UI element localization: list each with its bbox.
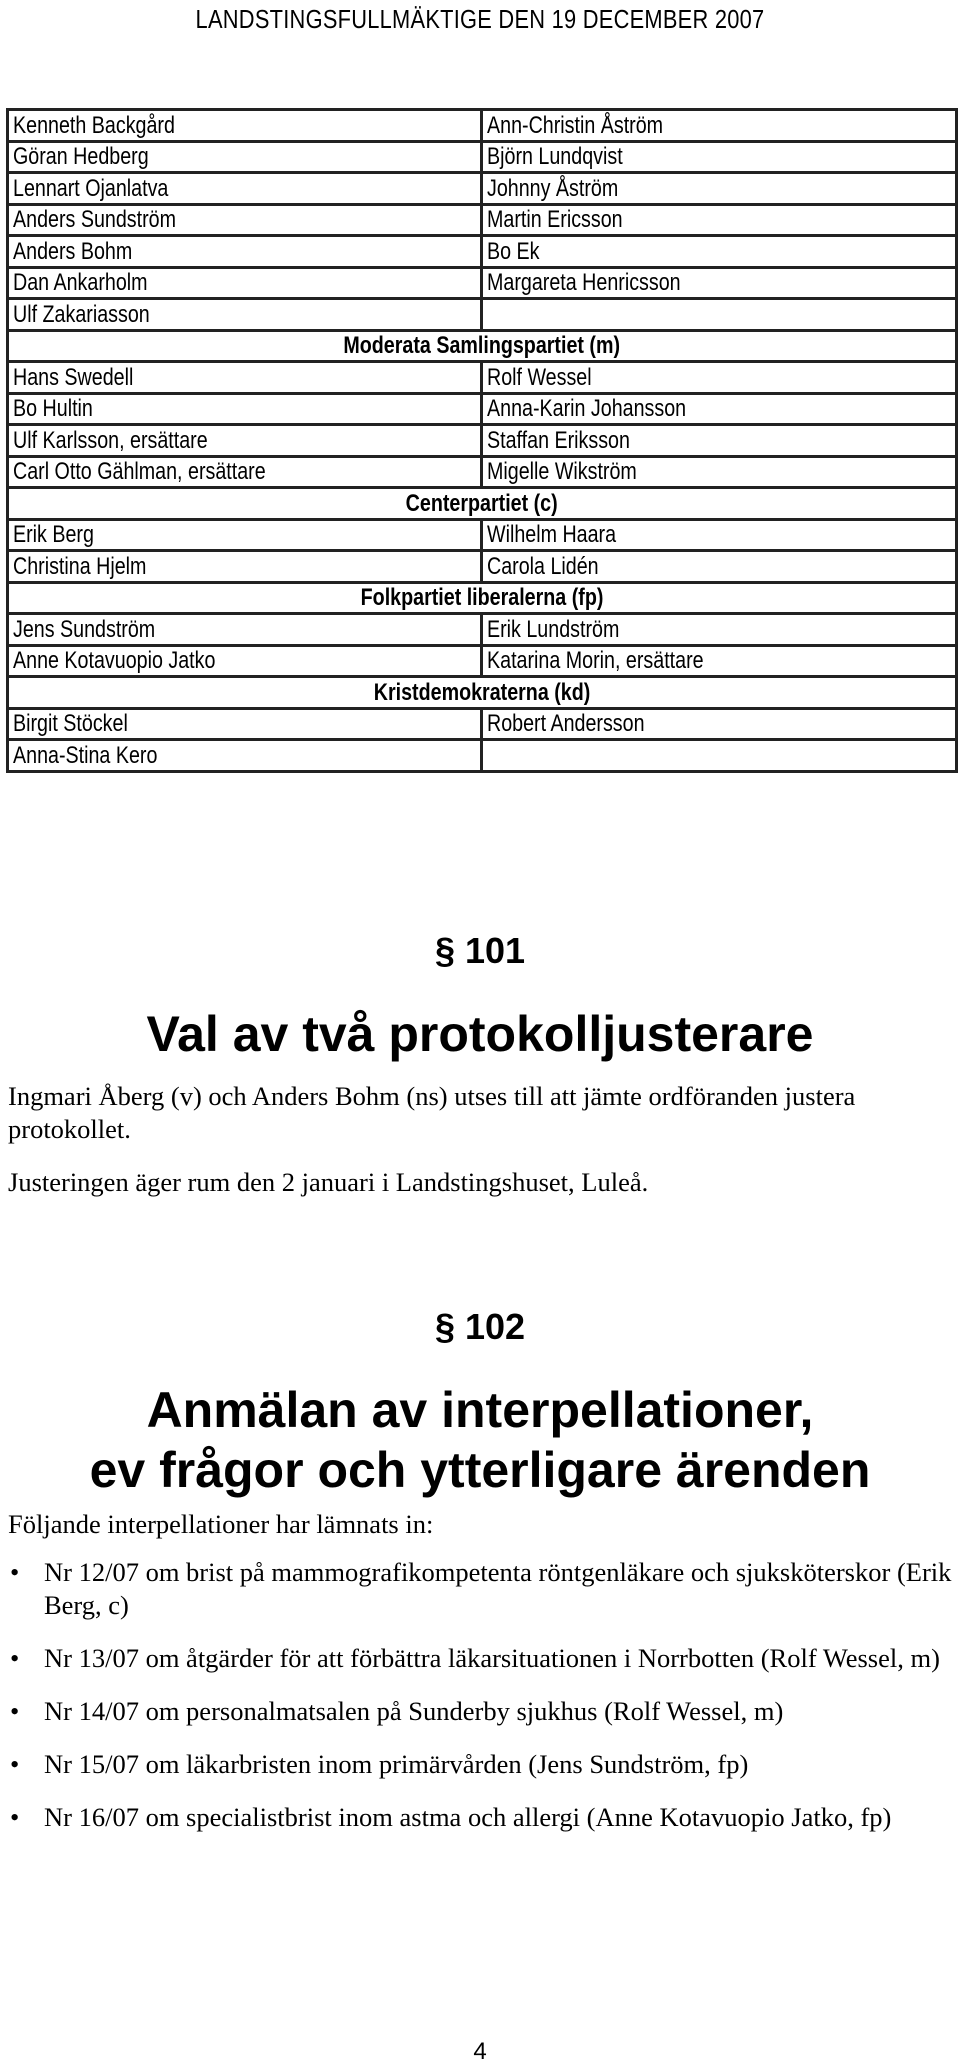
member-cell-left: [8, 614, 482, 646]
party-name: [8, 677, 957, 709]
table-row: [8, 236, 957, 268]
member-name: Björn Lundqvist: [487, 143, 623, 171]
member-name: Migelle Wikström: [487, 458, 637, 486]
section-101-paragraph-2: Justeringen äger rum den 2 januari i Landstingshuset, Luleå.: [8, 1167, 649, 1197]
member-cell-right: [482, 267, 957, 299]
member-name: Anne Kotavuopio Jatko: [13, 647, 216, 675]
member-name: Bo Ek: [487, 237, 540, 265]
table-row: [8, 519, 957, 551]
member-name: Rolf Wessel: [487, 363, 592, 391]
list-item: [8, 1748, 953, 1781]
member-name: Göran Hedberg: [13, 143, 149, 171]
member-name: Erik Lundström: [487, 615, 620, 643]
member-cell-left: [8, 551, 482, 583]
table-row: [8, 393, 957, 425]
member-name: Anders Sundström: [13, 206, 176, 234]
member-cell-right: [482, 519, 957, 551]
member-cell-left: [8, 362, 482, 394]
member-cell-left: [8, 267, 482, 299]
member-cell-right: [482, 740, 957, 772]
page-header: LANDSTINGSFULLMÄKTIGE DEN 19 DECEMBER 2007: [195, 4, 765, 34]
table-row: [8, 425, 957, 457]
table-row: [8, 362, 957, 394]
member-name: Carl Otto Gählman, ersättare: [13, 458, 266, 486]
table-row: [8, 645, 957, 677]
table-row: [8, 204, 957, 236]
member-name: Staffan Eriksson: [487, 426, 630, 454]
party-name: [8, 488, 957, 520]
member-cell-left: [8, 110, 482, 142]
member-cell-right: [482, 299, 957, 331]
party-name-text: Moderata Samlingspartiet (m): [343, 332, 621, 360]
member-name: Anna-Stina Kero: [13, 741, 158, 769]
member-cell-left: [8, 141, 482, 173]
member-cell-left: [8, 425, 482, 457]
table-row: [8, 173, 957, 205]
bullet-icon: •: [10, 1802, 20, 1832]
member-name: Dan Ankarholm: [13, 269, 148, 297]
bullet-icon: •: [10, 1557, 20, 1587]
list-item: [8, 1801, 953, 1834]
party-name-text: Centerpartiet (c): [405, 489, 559, 517]
table-row: [8, 708, 957, 740]
party-header-row: [8, 488, 957, 520]
member-name: Christina Hjelm: [13, 552, 147, 580]
list-item-text: Nr 16/07 om specialistbrist inom astma och allergi (Anne Kotavuopio Jatko, fp): [44, 1802, 892, 1832]
bullet-icon: •: [10, 1643, 20, 1673]
member-cell-right: [482, 236, 957, 268]
section-102-title-line-1: Anmälan av interpellationer,: [146, 1382, 814, 1438]
party-name-text: Folkpartiet liberalerna (fp): [360, 584, 604, 612]
member-cell-left: [8, 393, 482, 425]
list-item-text: Nr 15/07 om läkarbristen inom primärvården (Jens Sundström, fp): [44, 1749, 749, 1779]
table-row: [8, 740, 957, 772]
member-name: Katarina Morin, ersättare: [487, 647, 704, 675]
member-name: Ann-Christin Åström: [487, 111, 664, 139]
member-name: Anna-Karin Johansson: [487, 395, 687, 423]
member-cell-left: [8, 708, 482, 740]
member-cell-right: [482, 393, 957, 425]
member-name: Carola Lidén: [487, 552, 599, 580]
party-name: [8, 330, 957, 362]
party-name: [8, 582, 957, 614]
section-102-number: § 102: [434, 1306, 526, 1347]
member-name: Kenneth Backgård: [13, 111, 175, 139]
table-row: [8, 299, 957, 331]
member-cell-left: [8, 456, 482, 488]
member-cell-right: [482, 456, 957, 488]
member-cell-left: [8, 236, 482, 268]
members-table: [6, 108, 958, 773]
bullet-icon: •: [10, 1749, 20, 1779]
member-name: Erik Berg: [13, 521, 94, 549]
list-item: [8, 1695, 953, 1728]
section-101-paragraph-1: Ingmari Åberg (v) och Anders Bohm (ns) utses till att jämte ordföranden justera protokollet.: [8, 1081, 856, 1144]
member-name: Lennart Ojanlatva: [13, 174, 169, 202]
member-cell-left: [8, 740, 482, 772]
section-102-title-line-2: ev frågor och ytterligare ärenden: [89, 1442, 871, 1498]
bullet-icon: •: [10, 1696, 20, 1726]
section-101-title: Val av två protokolljusterare: [146, 1006, 814, 1062]
member-cell-left: [8, 204, 482, 236]
member-cell-right: [482, 110, 957, 142]
member-name: Margareta Henricsson: [487, 269, 681, 297]
list-item: [8, 1642, 953, 1675]
table-row: [8, 551, 957, 583]
member-cell-right: [482, 204, 957, 236]
member-cell-right: [482, 645, 957, 677]
member-name: Johnny Åström: [487, 174, 619, 202]
member-cell-left: [8, 645, 482, 677]
member-cell-right: [482, 708, 957, 740]
page-number: 4: [473, 2038, 487, 2065]
table-row: [8, 456, 957, 488]
member-cell-right: [482, 173, 957, 205]
table-row: [8, 110, 957, 142]
list-item-text: Nr 14/07 om personalmatsalen på Sunderby sjukhus (Rolf Wessel, m): [44, 1696, 784, 1726]
party-header-row: [8, 582, 957, 614]
member-name: Ulf Zakariasson: [13, 300, 150, 328]
table-row: [8, 614, 957, 646]
member-name: Bo Hultin: [13, 395, 93, 423]
table-row: [8, 267, 957, 299]
member-name: Robert Andersson: [487, 710, 645, 738]
member-name: Jens Sundström: [13, 615, 156, 643]
member-cell-left: [8, 299, 482, 331]
member-name: Wilhelm Haara: [487, 521, 617, 549]
member-name: Anders Bohm: [13, 237, 133, 265]
section-101-number: § 101: [434, 930, 526, 971]
member-name: Ulf Karlsson, ersättare: [13, 426, 208, 454]
member-cell-right: [482, 425, 957, 457]
member-cell-right: [482, 614, 957, 646]
list-item-text: Nr 13/07 om åtgärder för att förbättra läkarsituationen i Norrbotten (Rolf Wessel, m): [44, 1643, 940, 1673]
member-name: Hans Swedell: [13, 363, 134, 391]
member-name: Martin Ericsson: [487, 206, 623, 234]
party-header-row: [8, 677, 957, 709]
member-name: Birgit Stöckel: [13, 710, 128, 738]
member-cell-left: [8, 519, 482, 551]
table-row: [8, 141, 957, 173]
member-cell-right: [482, 141, 957, 173]
member-cell-right: [482, 362, 957, 394]
section-102-intro: Följande interpellationer har lämnats in:: [8, 1509, 434, 1539]
member-cell-right: [482, 551, 957, 583]
list-item: [8, 1556, 953, 1622]
party-name-text: Kristdemokraterna (kd): [373, 678, 591, 706]
party-header-row: [8, 330, 957, 362]
member-cell-left: [8, 173, 482, 205]
list-item-text: Nr 12/07 om brist på mammografikompetenta röntgenläkare och sjuksköterskor (Erik Berg, c): [44, 1557, 952, 1620]
interpellation-list: [8, 1556, 953, 1854]
